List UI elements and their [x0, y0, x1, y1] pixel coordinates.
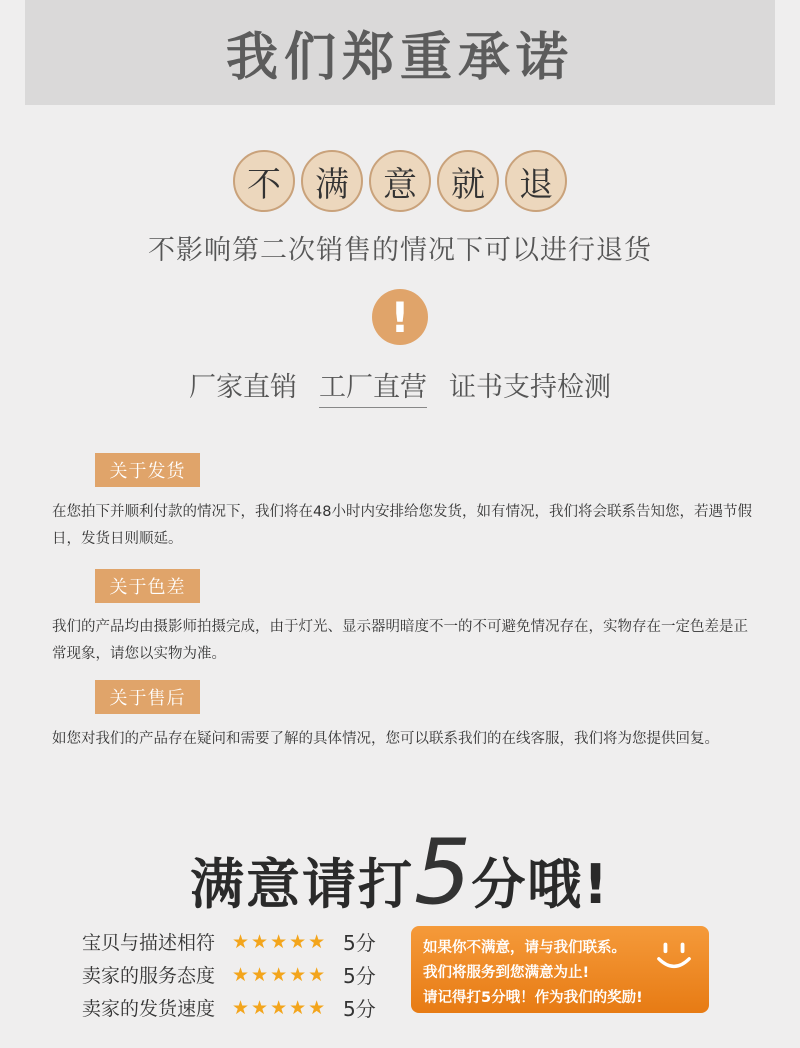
rating-score: 5分 — [343, 997, 376, 1021]
section-text-shipping: 在您拍下并顺利付款的情况下，我们将在48小时内安排给您发货，如有情况，我们将会联系告知您，若遇节假日，发货日则顺延。 — [52, 504, 752, 547]
rating-title-prefix: 满意请打 — [190, 853, 415, 916]
rating-row — [82, 991, 376, 1024]
feature-factory-direct-operation: 工厂直营 — [319, 365, 427, 408]
promise-char: 退 — [505, 150, 567, 212]
rating-label: 宝贝与描述相符 — [82, 932, 216, 954]
star-icons: ★★★★★ — [232, 930, 328, 953]
contact-promo-box — [411, 926, 709, 1013]
return-policy-tagline: 不影响第二次销售的情况下可以进行退货 — [148, 235, 652, 266]
promise-banner — [25, 0, 775, 105]
promo-line-1: 如果你不满意，请与我们联系。 — [423, 940, 626, 956]
rating-label: 卖家的发货速度 — [82, 998, 216, 1020]
section-label-shipping: 关于发货 — [95, 453, 200, 487]
section-label-after-sales: 关于售后 — [95, 680, 200, 714]
feature-factory-direct-sale: 厂家直销 — [189, 372, 297, 403]
rating-score: 5分 — [343, 964, 376, 988]
rating-title-suffix: 分哦! — [471, 853, 610, 916]
star-icons: ★★★★★ — [232, 996, 328, 1019]
section-text-after-sales: 如您对我们的产品存在疑问和需要了解的具体情况，您可以联系我们的在线客服，我们将为您提供回复。 — [52, 731, 719, 747]
promo-line-3: 请记得打5分哦！作为我们的奖励! — [423, 990, 643, 1006]
rating-label: 卖家的服务态度 — [82, 965, 216, 987]
rating-list — [82, 925, 376, 1024]
section-label-color-difference: 关于色差 — [95, 569, 200, 603]
features-line — [0, 365, 800, 408]
rating-title-number: 5 — [414, 820, 472, 925]
rating-row — [82, 958, 376, 991]
feature-certificate-testing: 证书支持检测 — [449, 372, 611, 403]
promo-line-2: 我们将服务到您满意为止! — [423, 965, 590, 981]
smiley-icon — [655, 936, 693, 974]
promise-char: 意 — [369, 150, 431, 212]
section-text-color-difference: 我们的产品均由摄影师拍摄完成，由于灯光、显示器明暗度不一的不可避免情况存在，实物存在一定色差是正常现象，请您以实物为准。 — [52, 619, 748, 662]
rating-score: 5分 — [343, 931, 376, 955]
promise-circles — [0, 150, 800, 212]
promise-char: 就 — [437, 150, 499, 212]
rating-request-title — [0, 820, 800, 925]
exclamation-icon: ! — [372, 289, 428, 345]
banner-title: 我们郑重承诺 — [225, 28, 574, 88]
rating-row — [82, 925, 376, 958]
promise-char: 满 — [301, 150, 363, 212]
promise-char: 不 — [233, 150, 295, 212]
star-icons: ★★★★★ — [232, 963, 328, 986]
